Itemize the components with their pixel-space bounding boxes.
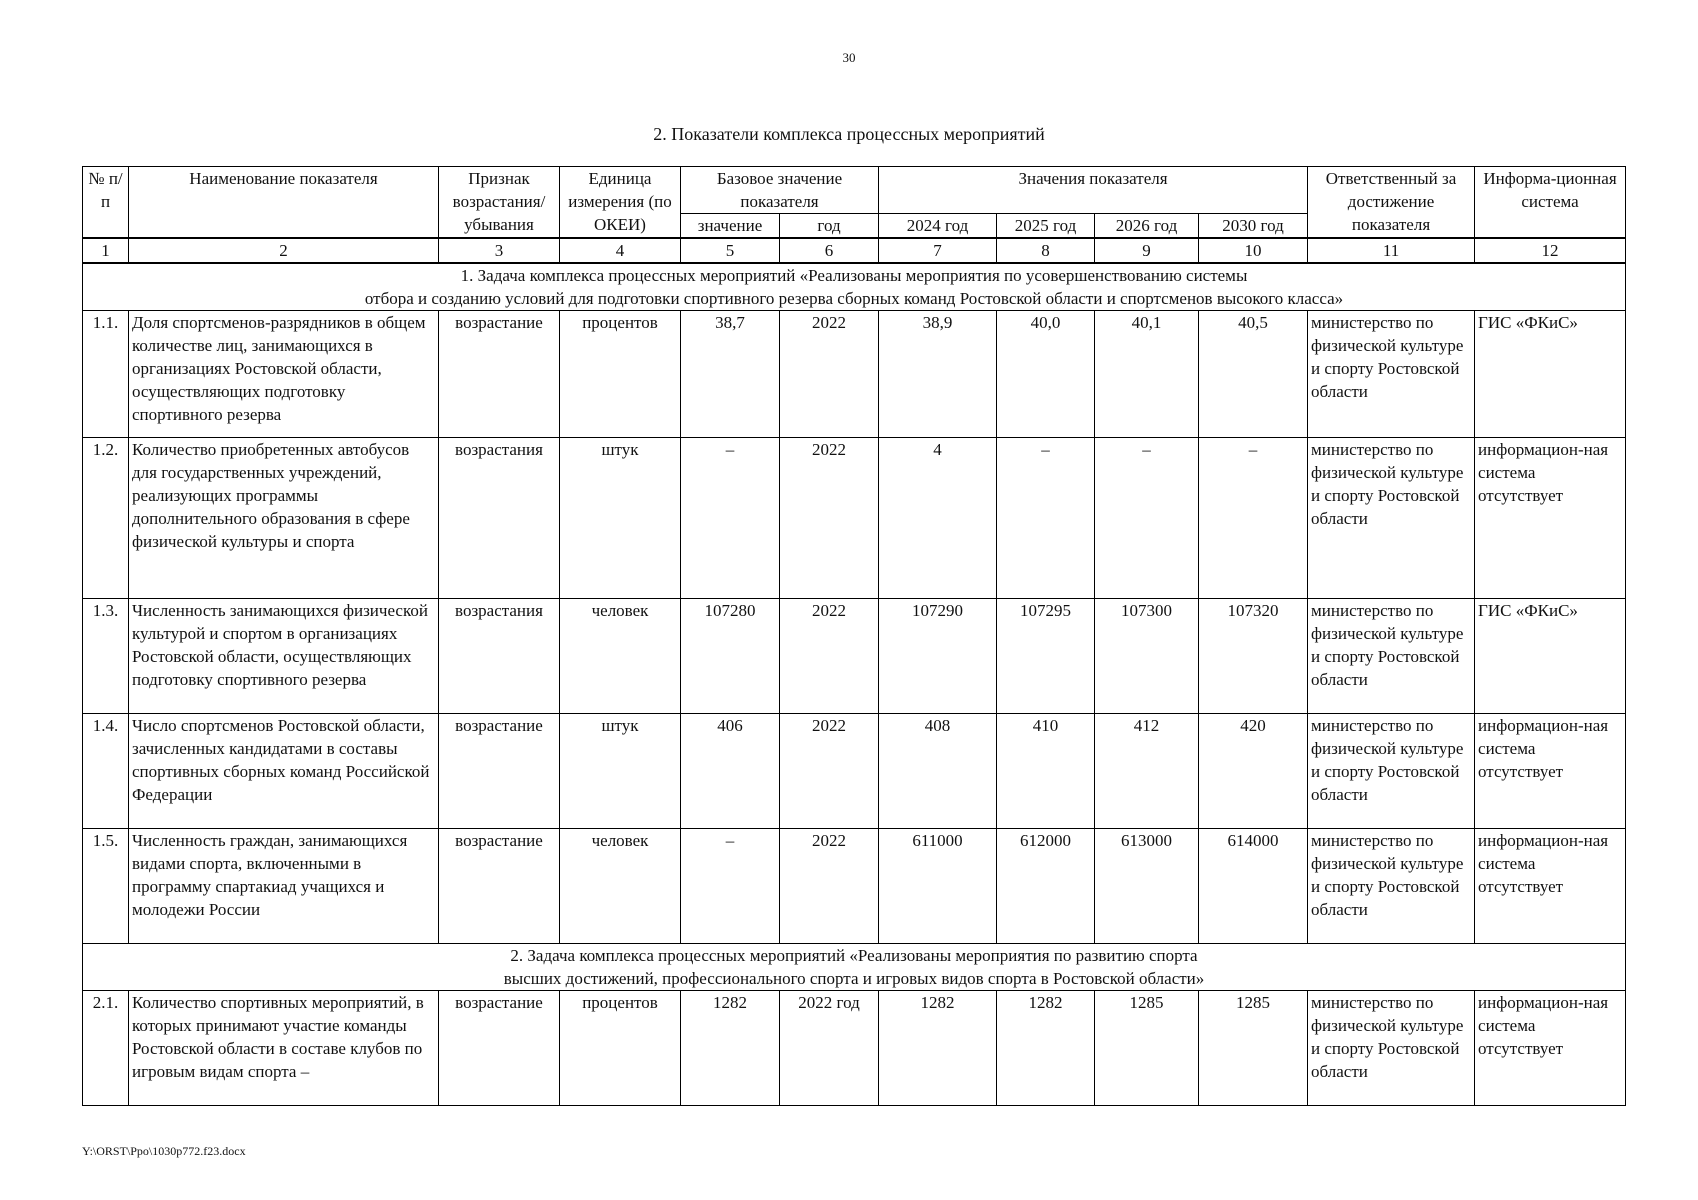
trend-sign: возрастания xyxy=(439,438,560,599)
base-value: – xyxy=(681,829,780,944)
col-number: 12 xyxy=(1475,238,1626,263)
responsible: министерство по физической культуре и спорту Ростовской области xyxy=(1308,311,1475,438)
value-2026: 613000 xyxy=(1095,829,1199,944)
trend-sign: возрастание xyxy=(439,714,560,829)
value-2025: 40,0 xyxy=(997,311,1095,438)
indicator-name: Численность граждан, занимающихся видами спорта, включенными в программу спартакиад учащихся и молодежи России xyxy=(129,829,439,944)
row-num: 1.2. xyxy=(83,438,129,599)
header-2025: 2025 год xyxy=(997,214,1095,239)
value-2026: 107300 xyxy=(1095,599,1199,714)
base-value: – xyxy=(681,438,780,599)
header-row xyxy=(83,167,1626,214)
info-system: информацион-ная система отсутствует xyxy=(1475,991,1626,1106)
value-2030: 420 xyxy=(1199,714,1308,829)
unit: штук xyxy=(560,438,681,599)
row-num: 1.5. xyxy=(83,829,129,944)
indicator-name: Численность занимающихся физической культурой и спортом в организациях Ростовской области, осуществляющих подготовку спортивного резерва xyxy=(129,599,439,714)
header-base-value: значение xyxy=(681,214,780,239)
value-2025: 107295 xyxy=(997,599,1095,714)
col-number: 4 xyxy=(560,238,681,263)
task-title-line: 1. Задача комплекса процессных мероприятий «Реализованы мероприятия по усовершенствованию системы xyxy=(460,266,1248,285)
base-year: 2022 xyxy=(780,829,879,944)
col-number: 2 xyxy=(129,238,439,263)
info-system: ГИС «ФКиС» xyxy=(1475,599,1626,714)
table-row xyxy=(83,829,1626,944)
unit: процентов xyxy=(560,311,681,438)
task-row xyxy=(83,263,1626,311)
value-2030: – xyxy=(1199,438,1308,599)
table-row xyxy=(83,311,1626,438)
value-2030: 40,5 xyxy=(1199,311,1308,438)
base-year: 2022 xyxy=(780,311,879,438)
section-title: 2. Показатели комплекса процессных мероприятий xyxy=(653,124,1045,144)
value-2026: 412 xyxy=(1095,714,1199,829)
page-number: 30 xyxy=(842,50,856,65)
indicators-table xyxy=(82,166,1626,1106)
responsible: министерство по физической культуре и спорту Ростовской области xyxy=(1308,829,1475,944)
header-num: № п/п xyxy=(83,167,129,239)
col-number: 3 xyxy=(439,238,560,263)
base-value: 406 xyxy=(681,714,780,829)
col-number: 6 xyxy=(780,238,879,263)
task-title xyxy=(83,263,1626,311)
info-system: ГИС «ФКиС» xyxy=(1475,311,1626,438)
task-title xyxy=(83,944,1626,991)
header-values: Значения показателя xyxy=(879,167,1308,214)
unit: человек xyxy=(560,829,681,944)
value-2026: 40,1 xyxy=(1095,311,1199,438)
header-info: Информа-ционная система xyxy=(1475,167,1626,239)
value-2024: 4 xyxy=(879,438,997,599)
col-number: 8 xyxy=(997,238,1095,263)
value-2025: 1282 xyxy=(997,991,1095,1106)
task-row xyxy=(83,944,1626,991)
base-value: 107280 xyxy=(681,599,780,714)
trend-sign: возрастание xyxy=(439,829,560,944)
header-base-year: год xyxy=(780,214,879,239)
value-2024: 1282 xyxy=(879,991,997,1106)
value-2026: – xyxy=(1095,438,1199,599)
header-responsible: Ответственный за достижение показателя xyxy=(1308,167,1475,239)
table-row xyxy=(83,599,1626,714)
trend-sign: возрастание xyxy=(439,991,560,1106)
row-num: 2.1. xyxy=(83,991,129,1106)
task-title-line: отбора и созданию условий для подготовки спортивного резерва сборных команд Ростовской области и спортсменов высокого класса» xyxy=(364,289,1344,308)
col-number: 7 xyxy=(879,238,997,263)
value-2024: 38,9 xyxy=(879,311,997,438)
responsible: министерство по физической культуре и спорту Ростовской области xyxy=(1308,714,1475,829)
responsible: министерство по физической культуре и спорту Ростовской области xyxy=(1308,991,1475,1106)
table-row xyxy=(83,438,1626,599)
col-number: 5 xyxy=(681,238,780,263)
value-2024: 611000 xyxy=(879,829,997,944)
task-title-line: 2. Задача комплекса процессных мероприятий «Реализованы мероприятия по развитию спорта xyxy=(510,946,1198,965)
value-2025: 410 xyxy=(997,714,1095,829)
header-unit: Единица измерения (по ОКЕИ) xyxy=(560,167,681,239)
unit: процентов xyxy=(560,991,681,1106)
col-number: 10 xyxy=(1199,238,1308,263)
info-system: информацион-ная система отсутствует xyxy=(1475,714,1626,829)
row-num: 1.4. xyxy=(83,714,129,829)
header-base: Базовое значение показателя xyxy=(681,167,879,214)
base-year: 2022 год xyxy=(780,991,879,1106)
base-year: 2022 xyxy=(780,438,879,599)
col-number: 1 xyxy=(83,238,129,263)
responsible: министерство по физической культуре и спорту Ростовской области xyxy=(1308,438,1475,599)
table-row xyxy=(83,714,1626,829)
header-2030: 2030 год xyxy=(1199,214,1308,239)
base-value: 38,7 xyxy=(681,311,780,438)
header-sign: Признак возрастания/ убывания xyxy=(439,167,560,239)
base-value: 1282 xyxy=(681,991,780,1106)
info-system: информацион-ная система отсутствует xyxy=(1475,829,1626,944)
col-number: 9 xyxy=(1095,238,1199,263)
row-num: 1.1. xyxy=(83,311,129,438)
indicator-name: Количество спортивных мероприятий, в которых принимают участие команды Ростовской области в составе клубов по игровым видам спорта – xyxy=(129,991,439,1106)
value-2030: 1285 xyxy=(1199,991,1308,1106)
value-2025: 612000 xyxy=(997,829,1095,944)
header-2024: 2024 год xyxy=(879,214,997,239)
header-name: Наименование показателя xyxy=(129,167,439,239)
value-2026: 1285 xyxy=(1095,991,1199,1106)
unit: штук xyxy=(560,714,681,829)
base-year: 2022 xyxy=(780,599,879,714)
task-title-line: высших достижений, профессионального спорта и игровых видов спорта в Ростовской области» xyxy=(503,969,1205,988)
file-path-footer: Y:\ORST\Ppo\1030p772.f23.docx xyxy=(82,1144,246,1158)
responsible: министерство по физической культуре и спорту Ростовской области xyxy=(1308,599,1475,714)
trend-sign: возрастание xyxy=(439,311,560,438)
indicator-name: Количество приобретенных автобусов для государственных учреждений, реализующих программы дополнительного образования в сфере физической культуры и спорта xyxy=(129,438,439,599)
trend-sign: возрастания xyxy=(439,599,560,714)
value-2024: 107290 xyxy=(879,599,997,714)
base-year: 2022 xyxy=(780,714,879,829)
column-number-row xyxy=(83,238,1626,263)
header-2026: 2026 год xyxy=(1095,214,1199,239)
indicator-name: Доля спортсменов-разрядников в общем количестве лиц, занимающихся в организациях Ростовской области, осуществляющих подготовку спортивного резерва xyxy=(129,311,439,438)
info-system: информацион-ная система отсутствует xyxy=(1475,438,1626,599)
unit: человек xyxy=(560,599,681,714)
value-2024: 408 xyxy=(879,714,997,829)
row-num: 1.3. xyxy=(83,599,129,714)
table-row xyxy=(83,991,1626,1106)
value-2030: 107320 xyxy=(1199,599,1308,714)
value-2030: 614000 xyxy=(1199,829,1308,944)
col-number: 11 xyxy=(1308,238,1475,263)
value-2025: – xyxy=(997,438,1095,599)
indicator-name: Число спортсменов Ростовской области, зачисленных кандидатами в составы спортивных сборных команд Российской Федерации xyxy=(129,714,439,829)
